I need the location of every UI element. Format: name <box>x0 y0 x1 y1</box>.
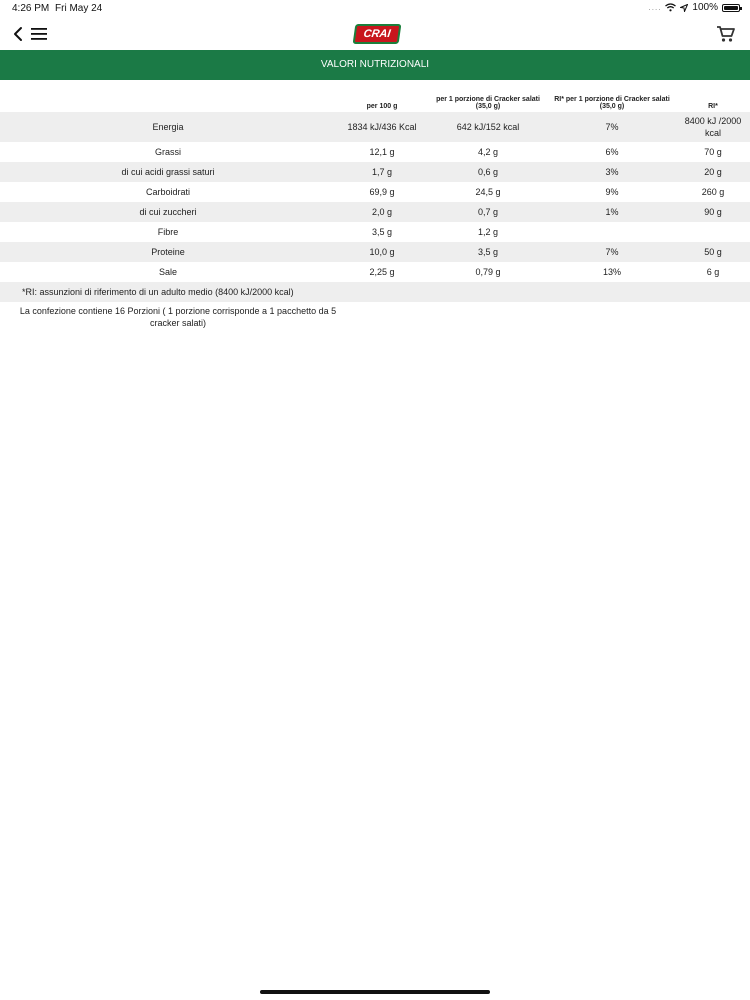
value-ri <box>676 222 750 242</box>
nutrition-table-container <box>0 88 750 302</box>
value-ri: 260 g <box>701 187 725 197</box>
value-ri-per-portion: 6% <box>605 147 619 157</box>
header-per-portion: per 1 porzione di Cracker salati (35,0 g) <box>436 96 540 110</box>
nutrient-name: Energia <box>0 112 336 142</box>
nutrient-name: Proteine <box>0 242 336 262</box>
signal-dots-icon: .... <box>648 3 662 12</box>
value-per-100g: 1,7 g <box>336 162 428 182</box>
value-ri-per-portion: 7% <box>548 242 676 262</box>
cart-icon[interactable] <box>716 24 736 44</box>
status-indicators <box>649 2 740 13</box>
value-ri-per-portion: 7% <box>548 112 676 142</box>
nutrient-name: Fibre <box>157 227 179 237</box>
table-row <box>0 262 750 282</box>
value-per-portion: 642 kJ/152 kcal <box>428 112 548 142</box>
battery-percent: 100% <box>692 2 718 13</box>
nutrient-name: Grassi <box>154 147 181 157</box>
status-date: Fri May 24 <box>55 3 103 14</box>
ri-footnote: *RI: assunzioni di riferimento di un adulto medio (8400 kJ/2000 kcal) <box>0 282 750 302</box>
value-ri-per-portion: 13% <box>602 267 621 277</box>
table-row <box>0 242 750 262</box>
status-time: 4:26 PM <box>12 3 50 14</box>
value-per-100g: 2,0 g <box>336 202 428 222</box>
navigation-bar <box>0 18 750 50</box>
table-row <box>0 112 750 142</box>
package-portions-note: La confezione contiene 16 Porzioni ( 1 porzione corrisponde a 1 pacchetto da 5 cracker salati) <box>19 306 337 328</box>
table-row <box>0 222 750 242</box>
footnote-row <box>0 282 750 302</box>
value-ri: 50 g <box>676 242 750 262</box>
value-per-portion: 3,5 g <box>428 242 548 262</box>
back-chevron-icon[interactable] <box>12 24 26 44</box>
nutrient-name: Carboidrati <box>145 187 191 197</box>
value-ri: 8400 kJ /2000 kcal <box>676 112 750 142</box>
table-row <box>0 162 750 182</box>
value-ri-per-portion: 9% <box>605 187 619 197</box>
header-per-100g: per 100 g <box>366 103 398 110</box>
value-ri-per-portion: 3% <box>548 162 676 182</box>
crai-logo[interactable]: CRAI <box>353 24 402 44</box>
table-header-row <box>0 88 750 112</box>
value-per-100g: 69,9 g <box>369 187 395 197</box>
battery-icon <box>722 4 740 12</box>
header-nutrient <box>0 88 336 112</box>
nutrient-name: Sale <box>158 267 177 277</box>
header-ri: RI* <box>708 103 718 110</box>
value-ri-per-portion <box>548 222 676 242</box>
value-ri: 20 g <box>676 162 750 182</box>
value-ri: 6 g <box>706 267 720 277</box>
table-row <box>0 182 750 202</box>
home-indicator <box>260 990 490 994</box>
nutrient-name: di cui acidi grassi saturi <box>0 162 336 182</box>
value-per-portion: 24,5 g <box>475 187 501 197</box>
value-per-portion: 4,2 g <box>477 147 499 157</box>
section-header: VALORI NUTRIZIONALI <box>0 50 750 80</box>
value-ri: 70 g <box>704 147 722 157</box>
value-per-portion: 0,79 g <box>475 267 501 277</box>
nutrient-name: di cui zuccheri <box>0 202 336 222</box>
hamburger-menu-icon[interactable] <box>30 26 48 42</box>
value-per-100g: 12,1 g <box>369 147 395 157</box>
value-per-100g: 2,25 g <box>369 267 395 277</box>
value-per-portion: 0,6 g <box>428 162 548 182</box>
value-per-portion: 0,7 g <box>428 202 548 222</box>
status-bar <box>0 0 750 18</box>
value-per-100g: 10,0 g <box>336 242 428 262</box>
table-row <box>0 142 750 162</box>
value-per-100g: 3,5 g <box>371 227 393 237</box>
value-per-portion: 1,2 g <box>477 227 499 237</box>
nutrition-table <box>0 88 750 302</box>
value-per-100g: 1834 kJ/436 Kcal <box>336 112 428 142</box>
table-row <box>0 202 750 222</box>
location-arrow-icon <box>680 4 688 12</box>
wifi-icon <box>665 3 676 12</box>
header-ri-per-portion: RI* per 1 porzione di Cracker salati (35,0 g) <box>554 96 670 110</box>
value-ri: 90 g <box>676 202 750 222</box>
value-ri-per-portion: 1% <box>548 202 676 222</box>
